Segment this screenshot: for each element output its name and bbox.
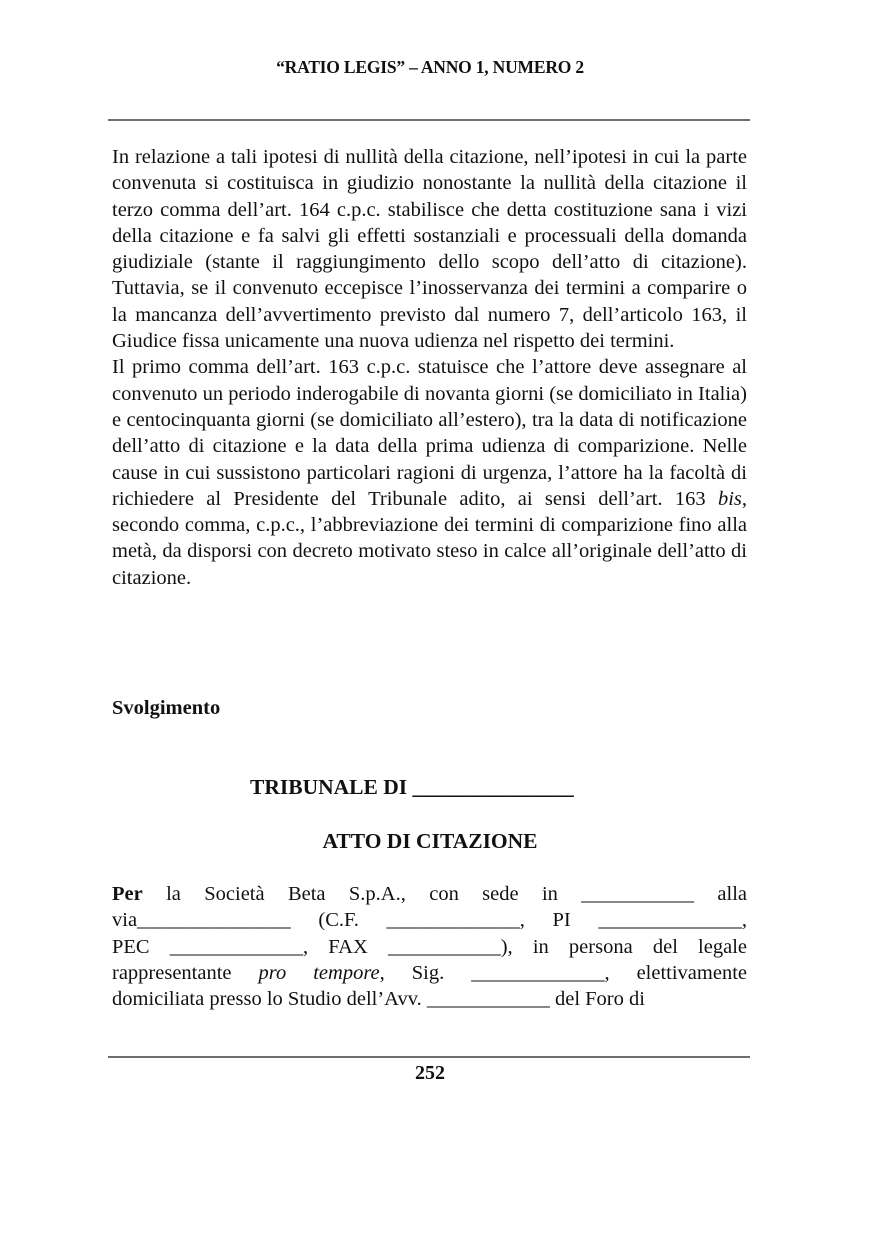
party-paragraph bbox=[112, 881, 747, 1012]
paragraph: In relazione a tali ipotesi di nullità della citazione, nell’ipotesi in cui la parte convenuta si costituisca in giudizio nonostante la nullità della citazione il terzo comma dell’art. 164 c.p.c. stabilisce che detta costituzione sana i vizi della citazione e fa salvi gli effetti sostanziali e processuali della domanda giudiziale (stante il raggiungimento dello scopo dell’atto di citazione). Tuttavia, se il convenuto eccepisce l’inosservanza dei termini a comparire o la mancanza dell’avvertimento previsto dal numero 7, dell’articolo 163, il Giudice fissa unicamente una nuova udienza nel rispetto dei termini. bbox=[112, 146, 747, 353]
party-line-text: la Società Beta S.p.A., con sede in ___________ alla bbox=[142, 883, 747, 905]
party-line-text: , Sig. _____________, elettivamente bbox=[379, 961, 747, 984]
party-line bbox=[112, 960, 747, 986]
paragraph-text: , secondo comma, c.p.c., l’abbreviazione dei termini di comparizione fino alla metà, da disporsi con decreto motivato steso in calce all’originale dell’atto di citazione. bbox=[112, 487, 747, 589]
body-text bbox=[112, 144, 747, 591]
section-heading: Svolgimento bbox=[112, 697, 221, 719]
page-number: 252 bbox=[415, 1062, 445, 1084]
paragraph-text: Il primo comma dell’art. 163 c.p.c. statuisce che l’attore deve assegnare al convenuto un periodo inderogabile di novanta giorni (se domiciliato in Italia) e centocinquanta giorni (se domiciliato all’estero), tra la data di notificazione dell’atto di citazione e la data della prima udienza di comparizione. Nelle cause in cui sussistono particolari ragioni di urgenza, l’attore ha la facoltà di richiedere al Presidente del Tribunale adito, ai sensi dell’art. 163 bbox=[112, 356, 747, 510]
party-line-text: rappresentante bbox=[112, 961, 259, 984]
document-title: ATTO DI CITAZIONE bbox=[322, 829, 538, 853]
party-label: Per bbox=[112, 883, 143, 905]
party-italic-term: pro tempore bbox=[258, 961, 380, 984]
party-line: via_______________ (C.F. _____________, PI ______________, bbox=[112, 909, 747, 932]
party-line: PEC _____________, FAX ___________), in persona del legale bbox=[112, 935, 747, 958]
court-heading: TRIBUNALE DI _______________ bbox=[250, 775, 574, 799]
party-line: domiciliata presso lo Studio dell’Avv. ____________ del Foro di bbox=[112, 988, 645, 1011]
paragraph-italic-term: bis bbox=[717, 487, 742, 510]
running-head: “RATIO LEGIS” – ANNO 1, NUMERO 2 bbox=[276, 57, 584, 77]
party-line bbox=[112, 881, 747, 907]
footer-rule bbox=[108, 1056, 750, 1058]
header-rule bbox=[108, 119, 750, 121]
paragraph bbox=[112, 354, 747, 591]
